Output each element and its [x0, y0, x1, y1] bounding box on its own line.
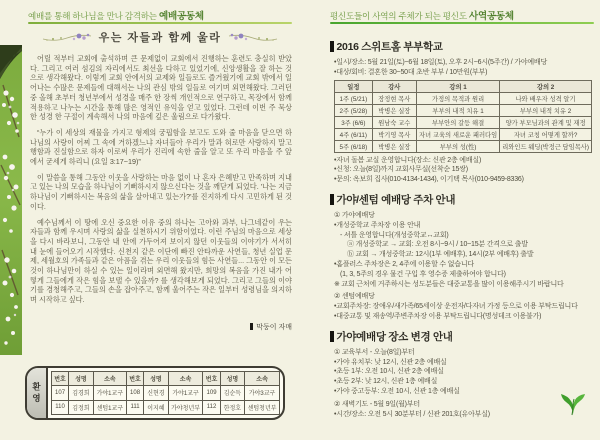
right-header-prefix: 평신도들이 사역의 주체가 되는 평신도 — [330, 11, 469, 21]
schedule-cell: 나와 배우자 성격 알기 — [500, 92, 592, 104]
section-heading-row — [330, 329, 592, 344]
welcome-cell: 107 — [52, 386, 69, 400]
welcome-table — [51, 371, 280, 415]
schedule-header-cell: 강의 1 — [416, 80, 499, 92]
right-header-community: 사역공동체 — [469, 11, 514, 22]
notice-line: •일시/장소: 5월 21일(토)~6월 18일(토), 오후 2시~6시(5주간) / 가야예배당 — [334, 59, 548, 66]
table-row — [335, 128, 592, 140]
section-couple-school — [330, 39, 592, 185]
schedule-cell: 양가 부모님과의 관계 및 재정 — [500, 116, 592, 128]
schedule-cell: 1주 (5/21) — [335, 92, 373, 104]
section-title: 가야예배당 장소 변경 안내 — [336, 330, 453, 343]
welcome-cell: 신현경 — [144, 386, 169, 400]
welcome-cell: 가야3교구 — [245, 386, 280, 400]
schedule-header-cell: 일정 — [335, 80, 373, 92]
left-header-prefix: 예배를 통해 하나님을 만나 감격하는 — [28, 11, 159, 21]
notice-line: •신청: 오늘(8일)까지 교회사무실(선착순 15쌍) — [334, 166, 468, 174]
right-page — [300, 0, 600, 440]
welcome-cell: 가야1교구 — [93, 386, 126, 400]
welcome-cell: 김경희 — [69, 386, 94, 400]
essay-title: 우는 자들과 함께 울라 — [98, 32, 222, 44]
schedule-cell: 부부의 내적 치유 2 — [500, 104, 592, 116]
section-heading-row — [330, 192, 592, 207]
table-row — [335, 92, 592, 104]
welcome-header-cell: 소속 — [93, 372, 126, 386]
section-parking-notice — [330, 192, 592, 322]
schedule-cell: 부부안의 갈등 해결 — [416, 116, 499, 128]
section-title: 가야/센텀 예배당 주차 안내 — [336, 193, 456, 206]
welcome-header-cell: 소속 — [245, 372, 280, 386]
couple-school-schedule-table — [334, 80, 592, 153]
welcome-cell: 109 — [203, 386, 220, 400]
welcome-cell: 111 — [127, 400, 144, 414]
welcome-cell: 112 — [203, 400, 220, 414]
schedule-cell: 원남숙 교수 — [372, 116, 416, 128]
notice-line: •가야 유치부: 낮 12시, 신관 2층 예배실 — [334, 358, 447, 366]
welcome-cell: 김순득 — [220, 386, 245, 400]
notice-line: ② 새벽기도 - 5월 9일(월)부터 — [334, 400, 420, 408]
attribution-bar-icon — [250, 323, 253, 330]
welcome-header-cell: 성명 — [69, 372, 94, 386]
essay-paragraph: 예수님께서 이 땅에 오신 중요한 이유 중의 하나는 고아와 과부, 나그네같이 우는 자들과 함께 우시며 사랑의 삶을 실천하시기 위함이었다. 이런 주님의 마음으로 세상을 다시 바라보니, 그동안 내 안에 가두어져 보이지 않던 이웃들의 이야기가 서서히 내 눈에 들어오기 시작했다. 신천지 같은 이단에 빠진 안타까운 사연들, 청년 실업 문제, 세월호의 가족들과 같은 아픔을 겪는 우리 이웃들의 힘든 사연들... 그동안 이 모든 것이 하나님만이 하실 수 있는 일이라며 외면해 왔지만, 희망의 복음을 가진 내가 어떻게 그들에게 작은 힘을 보탤 수 있을까? 를 생각해보게 되었다. 그리고 그들의 이야기를 경청해주고, 그들의 손을 잡아주고, 함께 울어주는 작은 일부터 성령님을 의지하며 시작하고 싶다. — [30, 217, 292, 305]
table-header-row — [335, 80, 592, 92]
notice-line: •가야 중고등부: 오전 10시, 신관 1층 예배실 — [334, 387, 460, 395]
table-row — [52, 386, 280, 400]
section-location-change — [330, 329, 592, 420]
essay-paragraph: 이 말씀을 통해 그동안 이웃을 사랑하는 마음 없이 나 혼자 은혜받고 만족하며 지내고 있는 나의 모습을 하나님이 기뻐하시지 않으신다는 것을 깨닫게 되었다. '나는 지금 하나님이 기뻐하시는 복음의 삶을 살아내고 있는가?'를 진지하게 다시 고민하게 된 것이다. — [30, 172, 292, 211]
notice-line: •개성중학교 주차장 이용 안내 — [334, 221, 421, 229]
notice-line: ⓐ 개성중학교 → 교회: 오전 8시~9시 / 10~15분 간격으로 출발 — [347, 241, 528, 249]
leaf-icon — [560, 392, 586, 416]
notice-line: - 셔틀 운영합니다(개성중학교↔교회) — [340, 231, 449, 239]
flower-ornament-right-icon — [227, 30, 279, 44]
section-bar-icon — [330, 331, 334, 342]
essay-paragraph: “누가 이 세상의 재물을 가지고 형제의 궁핍함을 보고도 도와 줄 마음을 닫으면 하나님의 사랑이 어찌 그 속에 거하겠느냐 자녀들아 우리가 말과 혀로만 사랑하지 말고 행함과 진실함으로 하자 이로써 우리가 진리에 속한 줄을 알고 또 우리 마음을 주 앞에서 굳세게 하리니 (요일 3:17~19)” — [30, 127, 292, 167]
schedule-cell: 자녀 코칭 어떻게 할까? — [500, 128, 592, 140]
section-lines — [330, 156, 592, 185]
notice-line: •교회주차장: 장애우/새가족/65세이상 운전자/다자녀 가정 등으로 이용 부탁드립니다 — [334, 303, 578, 311]
right-content — [330, 32, 592, 419]
schedule-cell: 4주 (6/11) — [335, 128, 373, 140]
schedule-cell: 3주 (6/6) — [335, 116, 373, 128]
notice-line: ② 센텀예배당 — [334, 293, 375, 301]
welcome-header-cell: 번호 — [203, 372, 220, 386]
schedule-cell: 박기영 목사 — [372, 128, 416, 140]
table-header-row — [52, 372, 280, 386]
right-header-underline — [330, 22, 594, 24]
schedule-cell: 부부의 성(性) — [416, 140, 499, 152]
essay-title-row — [26, 29, 294, 45]
welcome-cell: 이지혜 — [144, 400, 169, 414]
left-page-header — [28, 8, 204, 22]
welcome-cell: 110 — [52, 400, 69, 414]
cherry-blossom-photo — [0, 45, 22, 355]
welcome-cell: 108 — [127, 386, 144, 400]
welcome-header-cell: 소속 — [168, 372, 203, 386]
schedule-cell: 5주 (6/18) — [335, 140, 373, 152]
schedule-cell: 2주 (5/28) — [335, 104, 373, 116]
notice-line: •시간/장소: 오전 5시 30분부터 / 신관 201호(유아부실) — [334, 410, 490, 418]
welcome-cell: 김정희 — [69, 400, 94, 414]
notice-line: •초등 1부: 오전 10시, 신관 2층 예배실 — [334, 368, 444, 376]
schedule-header-cell: 강의 2 — [500, 80, 592, 92]
welcome-cell: 센텀청년부 — [245, 400, 280, 414]
schedule-cell: 부부의 내적 치유 1 — [416, 104, 499, 116]
section-lines — [330, 211, 592, 322]
schedule-cell: 자녀 교육의 새로운 패러다임 — [416, 128, 499, 140]
table-row — [335, 104, 592, 116]
section-heading-row — [330, 39, 592, 54]
notice-line: •문의: 옥보희 집사(010-4134-1434), 이기택 목사(010-9459-8336) — [334, 176, 524, 184]
schedule-cell: 박병은 실장 — [372, 104, 416, 116]
notice-line: •자녀 돌봄 교실 운영합니다(장소: 신관 2층 예배실) — [334, 156, 482, 164]
table-row — [335, 116, 592, 128]
flower-ornament-left-icon — [41, 30, 93, 44]
notice-line: (1, 3, 5주의 경우 물건 구입 후 영수증 제출하여야 합니다) — [340, 270, 506, 278]
welcome-header-cell: 번호 — [127, 372, 144, 386]
table-row — [52, 400, 280, 414]
welcome-header-cell: 성명 — [220, 372, 245, 386]
notice-line: ⓑ 교회 → 개성중학교: 12시(1부 예배후), 14시(2부 예배후) 출발 — [347, 251, 534, 259]
welcome-header-cell: 성명 — [144, 372, 169, 386]
notice-line: •대상/회비: 결혼한 30~50대 초반 부부 / 10만원(부부) — [334, 68, 488, 76]
schedule-cell: 장정현 목사 — [372, 92, 416, 104]
schedule-cell: 리와인드 웨딩(박정근 담임목사) — [500, 140, 592, 152]
section-lines — [330, 58, 592, 78]
section-bar-icon — [330, 194, 334, 205]
welcome-cell: 한정호 — [220, 400, 245, 414]
schedule-cell: 가정의 목적과 원리 — [416, 92, 499, 104]
section-lines — [330, 348, 592, 420]
notice-line: ① 가야예배당 — [334, 211, 375, 219]
welcome-cell: 가야1교구 — [168, 386, 203, 400]
essay-attribution — [30, 322, 292, 332]
notice-line: ※ 교회 근처에 거주하시는 성도분들은 대중교통을 많이 이용해주시기 바랍니다 — [334, 280, 564, 288]
section-title: 2016 스위트홈 부부학교 — [336, 41, 443, 53]
left-header-community: 예배공동체 — [158, 11, 204, 22]
essay-body — [30, 54, 292, 311]
section-bar-icon — [330, 41, 334, 52]
welcome-header-cell: 번호 — [52, 372, 69, 386]
welcome-cell: 센텀1교구 — [93, 400, 126, 414]
welcome-cell: 가야청년부 — [168, 400, 203, 414]
notice-line: ① 교육부서 - 오늘(8일)부터 — [334, 348, 415, 356]
welcome-label: 환영 — [27, 368, 48, 418]
schedule-cell: 박병은 실장 — [372, 140, 416, 152]
welcome-table-box — [25, 366, 285, 420]
schedule-header-cell: 강사 — [372, 80, 416, 92]
essay-paragraph: 어릴 적부터 교회에 출석하며 큰 문제없이 교회에서 진행하는 훈련도 충실히 받았다. 그리고 여러 섬김의 자리에서도 최선을 다하고 있었기에, 신앙생활을 잘 하는 것으로 생각해왔다. 이렇게 교회 안에서의 교제와 일들로도 즐거웠기에 교회 밖에서 일어나는 수많은 문제들에 대해서는 나의 관심 밖의 일들로 여기며 외면해왔다. 그러던 중 올해 초부터 청년부에서 성경을 매주 한 장씩 개인적으로 연구하고, 목장에서 함께 적용하고 나누는 시간을 통해 많은 영적인 유익을 얻고 있었다. 그런데 이번 주 묵상한 성경 한 구절이 계속해서 나의 마음에 깊은 울림으로 다가왔다. — [30, 54, 292, 122]
attribution-name: 막둥이 자매 — [256, 324, 292, 331]
left-header-underline — [28, 22, 292, 24]
notice-line: •홈플러스 주차장은 2, 4주에 이용할 수 없습니다 — [334, 260, 474, 268]
notice-line: •대중교통 및 재송역/주변주차장 이용 부탁드립니다(명성데크 이용불가) — [334, 312, 542, 320]
right-page-header — [330, 8, 514, 22]
table-row — [335, 140, 592, 152]
notice-line: •초등 2부: 낮 12시, 신관 1층 예배실 — [334, 378, 438, 386]
